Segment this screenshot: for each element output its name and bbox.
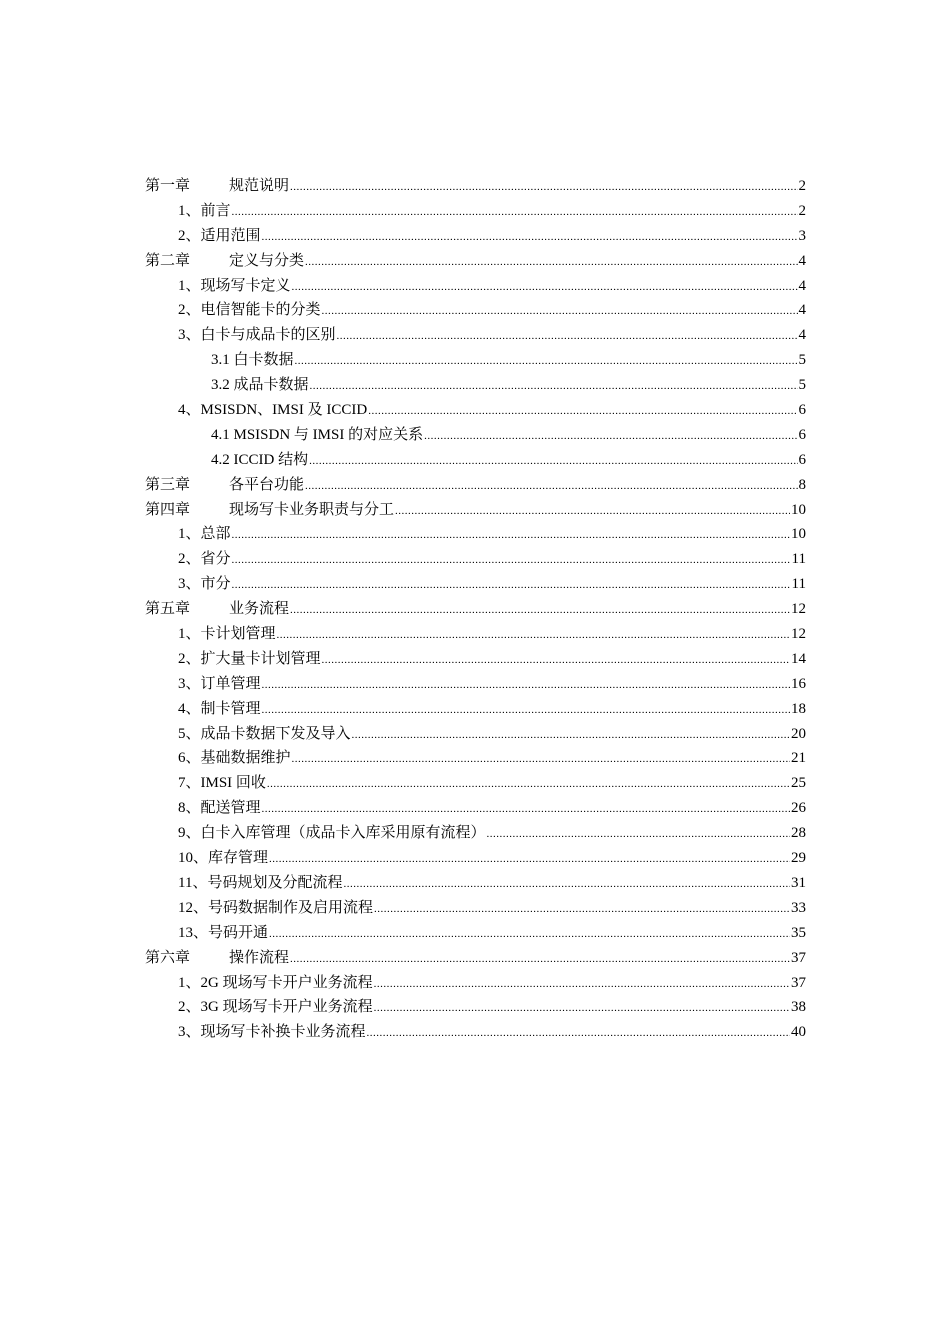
toc-section-entry[interactable]: [145, 622, 806, 647]
toc-dot-leader: [262, 705, 790, 716]
toc-entry-title: 11、号码规划及分配流程: [178, 874, 343, 891]
toc-dot-leader: [292, 754, 790, 765]
toc-entry-title: 10、库存管理: [178, 850, 269, 867]
toc-entry-title: 3、白卡与成品卡的区别: [178, 327, 336, 344]
toc-section-entry[interactable]: [145, 796, 806, 821]
toc-dot-leader: [269, 854, 790, 865]
toc-entry-title: 7、IMSI 回收: [178, 775, 266, 792]
toc-dot-leader: [322, 306, 798, 317]
toc-dot-leader: [424, 431, 797, 442]
toc-page-number: 37: [791, 949, 806, 966]
toc-chapter-number: 第一章: [145, 178, 191, 194]
toc-dot-leader: [262, 232, 798, 243]
toc-page-number: 2: [798, 202, 806, 219]
toc-page-number: 40: [791, 1024, 806, 1041]
toc-dot-leader: [305, 481, 797, 492]
toc-page-number: 12: [791, 626, 806, 643]
toc-dot-leader: [305, 257, 797, 268]
toc-entry-title: 2、省分: [178, 551, 231, 568]
toc-subsection-entry[interactable]: [145, 348, 806, 373]
toc-chapter-entry[interactable]: [145, 946, 806, 971]
toc-entry-title: 1、前言: [178, 202, 231, 219]
toc-page-number: 18: [791, 700, 806, 717]
toc-page-number: 31: [791, 874, 806, 891]
toc-dot-leader: [337, 331, 798, 342]
toc-chapter-entry[interactable]: [145, 597, 806, 622]
toc-entry-title: 3、现场写卡补换卡业务流程: [178, 1024, 366, 1041]
toc-dot-leader: [374, 904, 790, 915]
toc-dot-leader: [290, 605, 790, 616]
toc-section-entry[interactable]: [145, 323, 806, 348]
toc-dot-leader: [367, 1028, 790, 1039]
toc-chapter-entry[interactable]: [145, 249, 806, 274]
toc-page-number: 3: [798, 227, 806, 244]
toc-entry-title: 1、卡计划管理: [178, 626, 276, 643]
toc-chapter-number: 第二章: [145, 252, 191, 269]
toc-entry-title: 3.1 白卡数据: [211, 352, 294, 369]
toc-entry-title: 2、扩大量卡计划管理: [178, 650, 321, 667]
toc-section-entry[interactable]: [145, 821, 806, 846]
toc-entry-title: 规范说明: [229, 178, 290, 194]
toc-dot-leader: [232, 555, 791, 566]
toc-dot-leader: [310, 381, 798, 392]
toc-dot-leader: [487, 829, 790, 840]
toc-subsection-entry[interactable]: [145, 373, 806, 398]
toc-section-entry[interactable]: [145, 647, 806, 672]
toc-page-number: 6: [798, 426, 806, 443]
toc-section-entry[interactable]: [145, 547, 806, 572]
toc-page-number: 38: [791, 999, 806, 1016]
toc-entry-title: 6、基础数据维护: [178, 750, 291, 767]
toc-entry-title: 1、现场写卡定义: [178, 277, 291, 294]
toc-page-number: 10: [791, 501, 806, 518]
toc-section-entry[interactable]: [145, 672, 806, 697]
toc-page-number: 21: [791, 750, 806, 767]
toc-page-number: 37: [791, 974, 806, 991]
toc-entry-title: 13、号码开通: [178, 924, 269, 941]
toc-entry-title: 8、配送管理: [178, 800, 261, 817]
toc-section-entry[interactable]: [145, 199, 806, 224]
toc-section-entry[interactable]: [145, 722, 806, 747]
toc-page-number: 28: [791, 825, 806, 842]
toc-entry-title: 定义与分类: [229, 252, 305, 269]
toc-section-entry[interactable]: [145, 896, 806, 921]
toc-section-entry[interactable]: [145, 995, 806, 1020]
toc-page-number: 16: [791, 675, 806, 692]
toc-dot-leader: [368, 406, 797, 417]
toc-section-entry[interactable]: [145, 771, 806, 796]
toc-page-number: 26: [791, 800, 806, 817]
toc-entry-title: 各平台功能: [229, 476, 305, 493]
toc-dot-leader: [290, 954, 790, 965]
toc-dot-leader: [232, 530, 790, 541]
toc-page-number: 4: [798, 252, 806, 269]
toc-entry-title: 现场写卡业务职责与分工: [229, 501, 395, 518]
toc-dot-leader: [262, 804, 790, 815]
toc-section-entry[interactable]: [145, 871, 806, 896]
toc-dot-leader: [292, 282, 798, 293]
table-of-contents: [145, 174, 806, 1045]
toc-page-number: 35: [791, 924, 806, 941]
toc-section-entry[interactable]: [145, 846, 806, 871]
toc-entry-title: 操作流程: [229, 949, 290, 966]
toc-section-entry[interactable]: [145, 398, 806, 423]
toc-section-entry[interactable]: [145, 224, 806, 249]
toc-section-entry[interactable]: [145, 1020, 806, 1045]
toc-entry-title: 3、订单管理: [178, 675, 261, 692]
toc-dot-leader: [322, 655, 790, 666]
toc-page-number: 5: [798, 352, 806, 369]
toc-page-number: 8: [798, 476, 806, 493]
toc-entry-title: 9、白卡入库管理（成品卡入库采用原有流程）: [178, 825, 486, 842]
toc-dot-leader: [374, 1003, 790, 1014]
toc-entry-title: 4.1 MSISDN 与 IMSI 的对应关系: [211, 426, 424, 443]
toc-section-entry[interactable]: [145, 971, 806, 996]
toc-page-number: 33: [791, 899, 806, 916]
toc-entry-title: 2、适用范围: [178, 227, 261, 244]
toc-page-number: 4: [798, 277, 806, 294]
toc-page-number: 10: [791, 526, 806, 543]
toc-page-number: 11: [791, 551, 806, 568]
toc-dot-leader: [267, 779, 790, 790]
toc-dot-leader: [277, 630, 790, 641]
toc-page-number: 14: [791, 650, 806, 667]
toc-entry-title: 3、市分: [178, 576, 231, 593]
toc-chapter-number: 第三章: [145, 476, 191, 493]
toc-chapter-number: 第四章: [145, 501, 191, 518]
toc-dot-leader: [232, 207, 798, 218]
toc-page-number: 4: [798, 302, 806, 319]
toc-entry-title: 2、3G 现场写卡开户业务流程: [178, 999, 373, 1016]
toc-subsection-entry[interactable]: [145, 448, 806, 473]
toc-entry-title: 业务流程: [229, 601, 290, 618]
toc-chapter-entry[interactable]: [145, 174, 806, 199]
toc-page-number: 6: [798, 451, 806, 468]
toc-entry-title: 4、制卡管理: [178, 700, 261, 717]
toc-dot-leader: [232, 580, 791, 591]
toc-entry-title: 1、2G 现场写卡开户业务流程: [178, 974, 373, 991]
toc-entry-title: 4.2 ICCID 结构: [211, 451, 309, 468]
toc-section-entry[interactable]: [145, 697, 806, 722]
toc-section-entry[interactable]: [145, 522, 806, 547]
toc-page-number: 25: [791, 775, 806, 792]
toc-section-entry[interactable]: [145, 746, 806, 771]
toc-page-number: 11: [791, 576, 806, 593]
toc-dot-leader: [352, 730, 790, 741]
toc-page-number: 20: [791, 725, 806, 742]
toc-dot-leader: [295, 356, 798, 367]
toc-page-number: 29: [791, 850, 806, 867]
toc-dot-leader: [309, 456, 797, 467]
toc-entry-title: 2、电信智能卡的分类: [178, 302, 321, 319]
toc-dot-leader: [269, 929, 790, 940]
toc-chapter-number: 第五章: [145, 601, 191, 618]
toc-subsection-entry[interactable]: [145, 423, 806, 448]
toc-chapter-number: 第六章: [145, 949, 191, 966]
toc-dot-leader: [343, 879, 790, 890]
toc-page-number: 2: [798, 178, 806, 194]
toc-entry-title: 5、成品卡数据下发及导入: [178, 725, 351, 742]
toc-chapter-entry[interactable]: [145, 473, 806, 498]
toc-entry-title: 1、总部: [178, 526, 231, 543]
toc-section-entry[interactable]: [145, 921, 806, 946]
toc-section-entry[interactable]: [145, 572, 806, 597]
toc-page-number: 12: [791, 601, 806, 618]
toc-entry-title: 3.2 成品卡数据: [211, 377, 309, 394]
toc-dot-leader: [374, 979, 790, 990]
toc-chapter-entry[interactable]: [145, 498, 806, 523]
toc-entry-title: 4、MSISDN、IMSI 及 ICCID: [178, 402, 368, 419]
toc-dot-leader: [262, 680, 790, 691]
toc-section-entry[interactable]: [145, 298, 806, 323]
toc-entry-title: 12、号码数据制作及启用流程: [178, 899, 374, 916]
toc-dot-leader: [395, 506, 790, 517]
toc-page-number: 5: [798, 377, 806, 394]
toc-dot-leader: [290, 182, 797, 193]
toc-section-entry[interactable]: [145, 274, 806, 299]
toc-page-number: 4: [798, 327, 806, 344]
toc-page-number: 6: [798, 402, 806, 419]
